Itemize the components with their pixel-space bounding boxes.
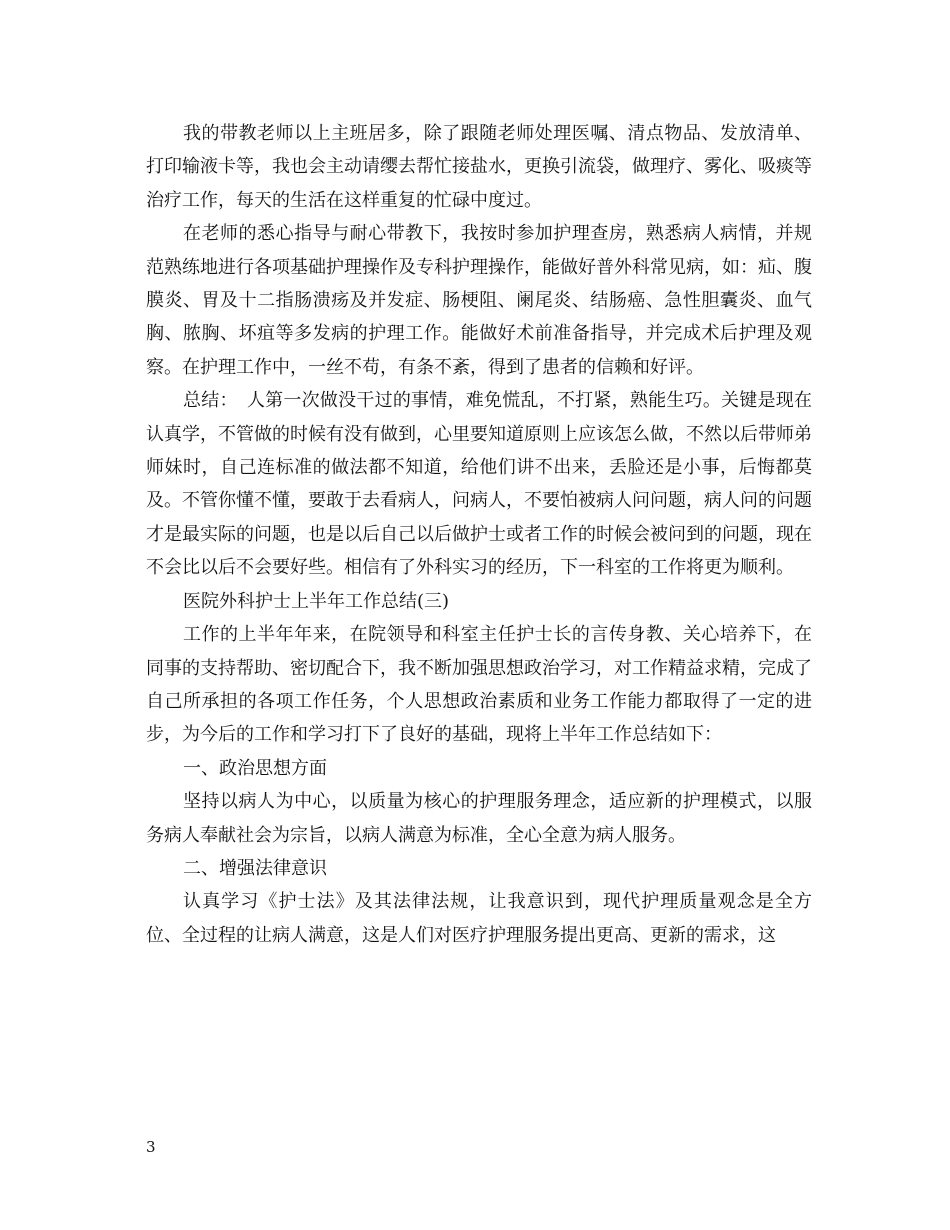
heading-political-thought: 一、政治思想方面: [183, 757, 327, 779]
paragraph-nurse-law: 认真学习《护士法》及其法律法规，让我意识到，现代护理质量观念是全方位、全过程的让病人满意，这是人们对医疗护理服务提出更高、更新的需求，这: [146, 891, 812, 946]
heading-legal-awareness: 二、增强法律意识: [183, 857, 327, 879]
paragraph-patient-centered: 坚持以病人为中心，以质量为核心的护理服务理念，适应新的护理模式，以服务病人奉献社会为宗旨，以病人满意为标准，全心全意为病人服务。: [146, 791, 812, 846]
paragraph-nursing-practice: 在老师的悉心指导与耐心带教下，我按时参加护理查房，熟悉病人病情，并规范熟练地进行各项基础护理操作及专科护理操作，能做好普外科常见病，如：疝、腹膜炎、胃及十二指肠溃疡及并发症、肠梗阻、阑尾炎、结肠癌、急性胆囊炎、血气胸、脓胸、坏疽等多发病的护理工作。能做好术前准备指导，并完成术后护理及观察。在护理工作中，一丝不苟，有条不紊，得到了患者的信赖和好评。: [146, 223, 812, 378]
paragraph-intro: 工作的上半年年来，在院领导和科室主任护士长的言传身教、关心培养下，在同事的支持帮助、密切配合下，我不断加强思想政治学习，对工作精益求精，完成了自己所承担的各项工作任务，个人思想政治素质和业务工作能力都取得了一定的进步，为今后的工作和学习打下了良好的基础，现将上半年工作总结如下：: [146, 624, 812, 746]
document-body: [146, 117, 812, 952]
section-title: 医院外科护士上半年工作总结(三): [183, 590, 450, 612]
paragraph-summary: 总结： 人第一次做没干过的事情，难免慌乱，不打紧，熟能生巧。关键是现在认真学，不管做的时候有没有做到，心里要知道原则上应该怎么做，不然以后带师弟师妹时，自己连标准的做法都不知道，给他们讲不出来，丢脸还是小事，后悔都莫及。不管你懂不懂，要敢于去看病人，问病人，不要怕被病人问问题，病人问的问题才是最实际的问题，也是以后自己以后做护士或者工作的时候会被问到的问题，现在不会比以后不会要好些。相信有了外科实习的经历，下一科室的工作将更为顺利。: [146, 390, 812, 579]
paragraph-teacher-duties: 我的带教老师以上主班居多，除了跟随老师处理医嘱、清点物品、发放清单、打印输液卡等，我也会主动请缨去帮忙接盐水，更换引流袋，做理疗、雾化、吸痰等治疗工作，每天的生活在这样重复的忙碌中度过。: [146, 123, 812, 211]
page-number: 3: [146, 1138, 156, 1156]
